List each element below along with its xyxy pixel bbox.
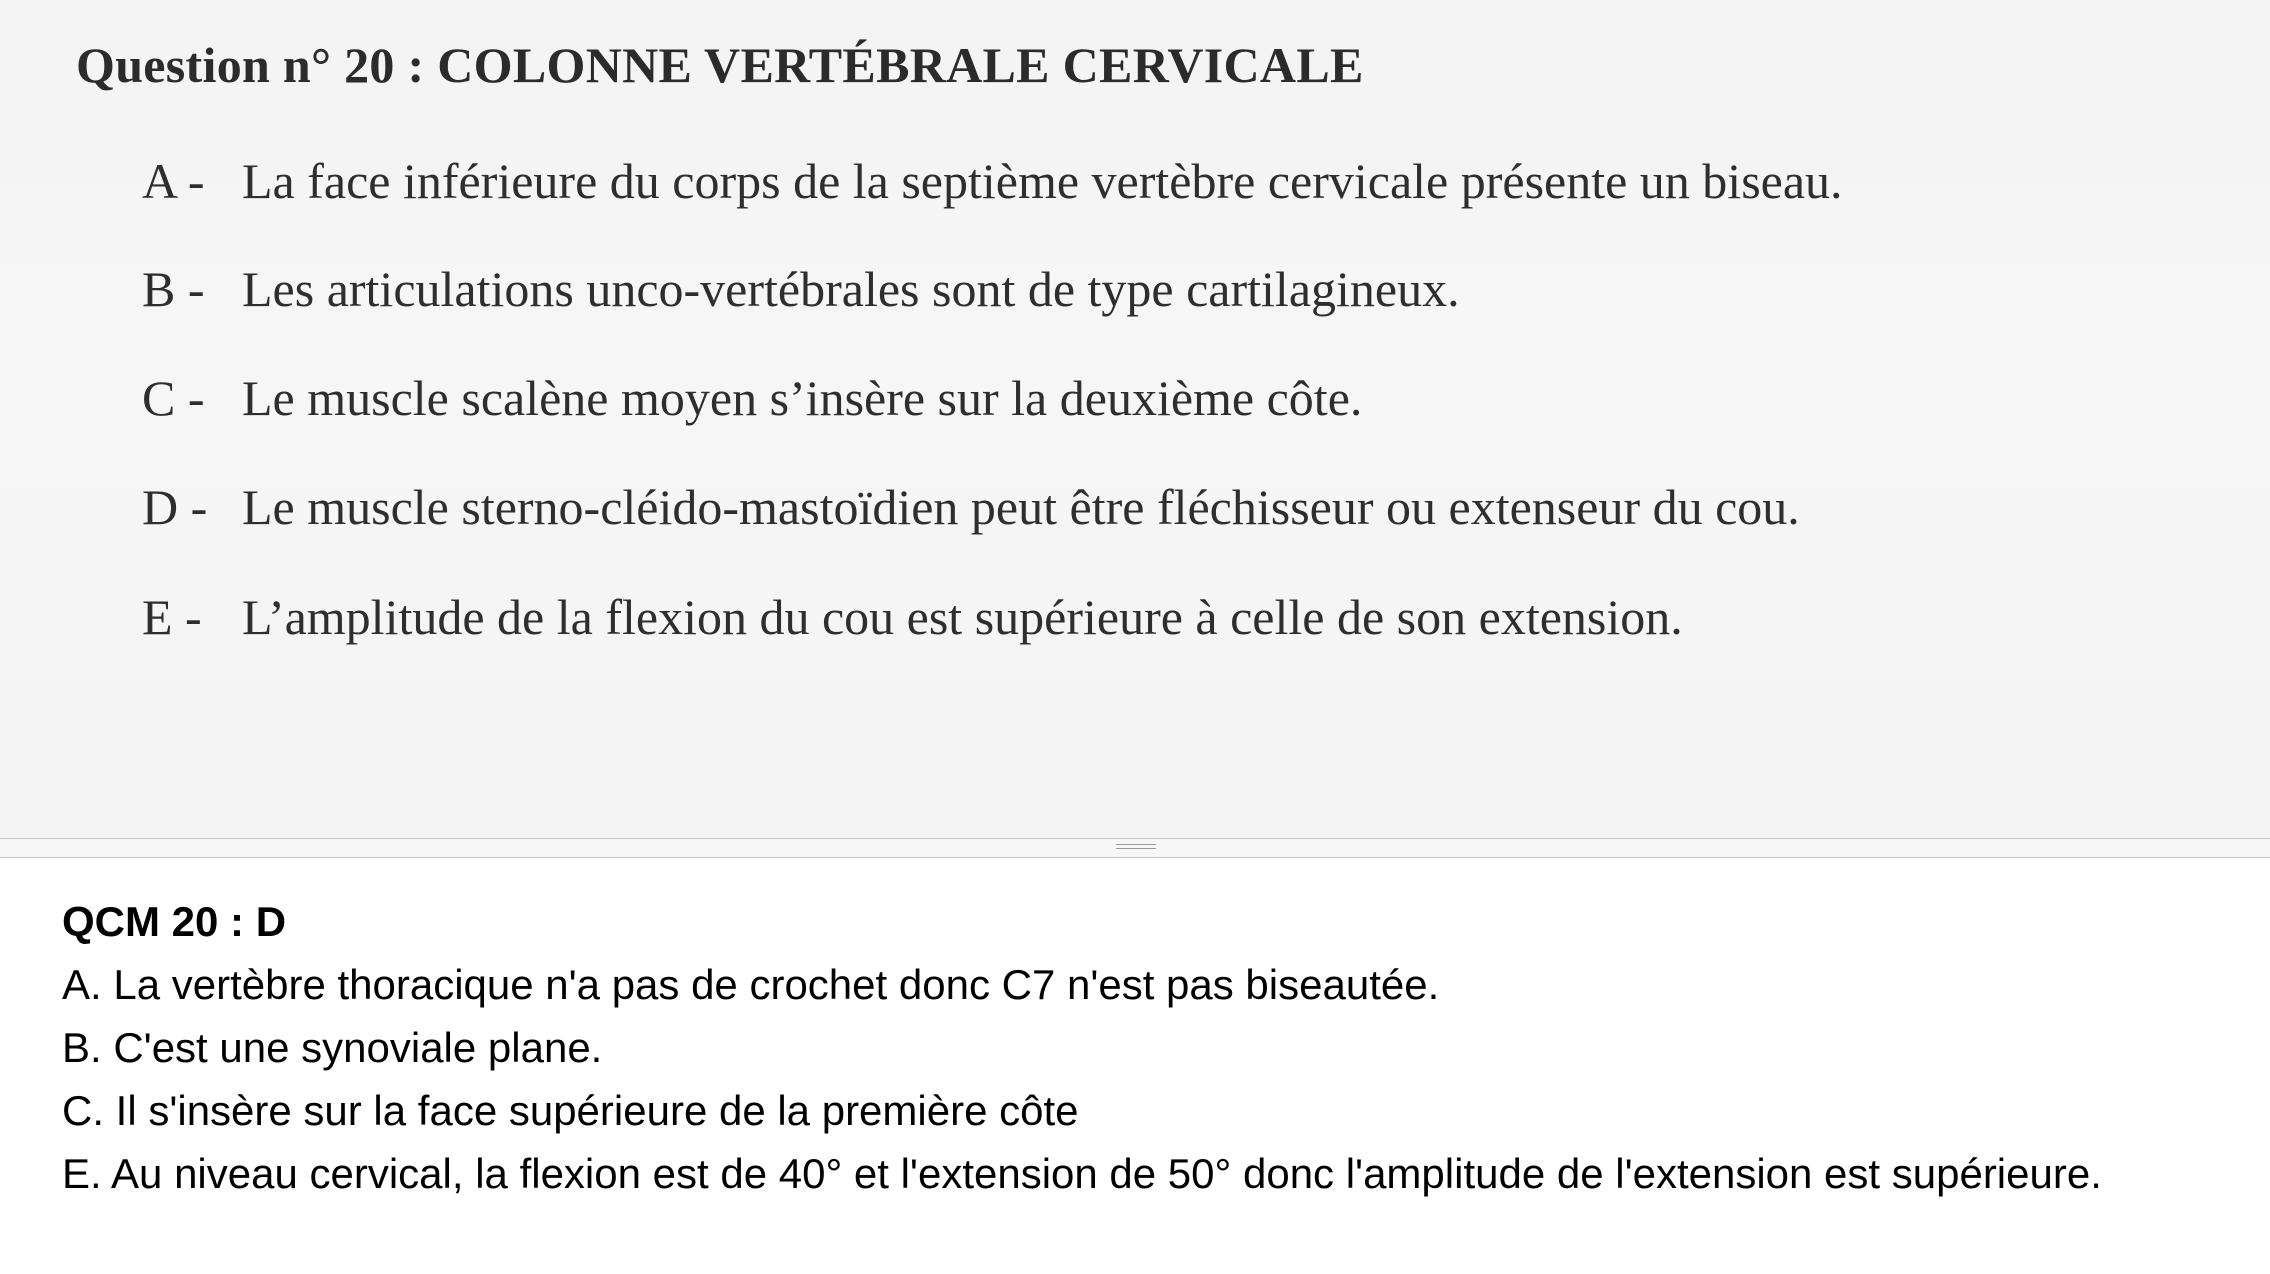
question-option-c <box>142 369 1362 427</box>
pane-splitter[interactable] <box>0 838 2270 858</box>
answer-line-b: B. C'est une synoviale plane. <box>62 1024 603 1071</box>
question-option-d <box>142 478 1800 536</box>
answer-line-e: E. Au niveau cervical, la flexion est de 40° et l'extension de 50° donc l'amplitude de l'extension est supérieure. <box>62 1150 2102 1197</box>
answer-title: QCM 20 : D <box>62 898 287 945</box>
question-option-b <box>142 260 1460 318</box>
splitter-grip-icon[interactable] <box>1116 844 1156 852</box>
option-letter: C - <box>142 370 205 426</box>
option-text: Le muscle sterno-cléido-mastoïdien peut être fléchisseur ou extenseur du cou. <box>242 479 1800 535</box>
answer-line-a: A. La vertèbre thoracique n'a pas de crochet donc C7 n'est pas biseautée. <box>62 961 1440 1008</box>
question-option-a <box>142 152 1843 210</box>
option-text: Les articulations unco-vertébrales sont de type cartilagineux. <box>242 261 1460 317</box>
option-letter: A - <box>142 153 205 209</box>
option-text: L’amplitude de la flexion du cou est supérieure à celle de son extension. <box>242 589 1683 645</box>
option-letter: B - <box>142 261 205 317</box>
option-letter: E - <box>142 589 202 645</box>
question-title: Question n° 20 : COLONNE VERTÉBRALE CERVICALE <box>76 37 1364 93</box>
option-letter: D - <box>142 479 208 535</box>
answer-section <box>62 890 2218 1205</box>
option-text: La face inférieure du corps de la septième vertèbre cervicale présente un biseau. <box>242 153 1843 209</box>
option-text: Le muscle scalène moyen s’insère sur la deuxième côte. <box>242 370 1363 426</box>
answer-line-c: C. Il s'insère sur la face supérieure de la première côte <box>62 1087 1079 1134</box>
question-option-e <box>142 588 1683 646</box>
